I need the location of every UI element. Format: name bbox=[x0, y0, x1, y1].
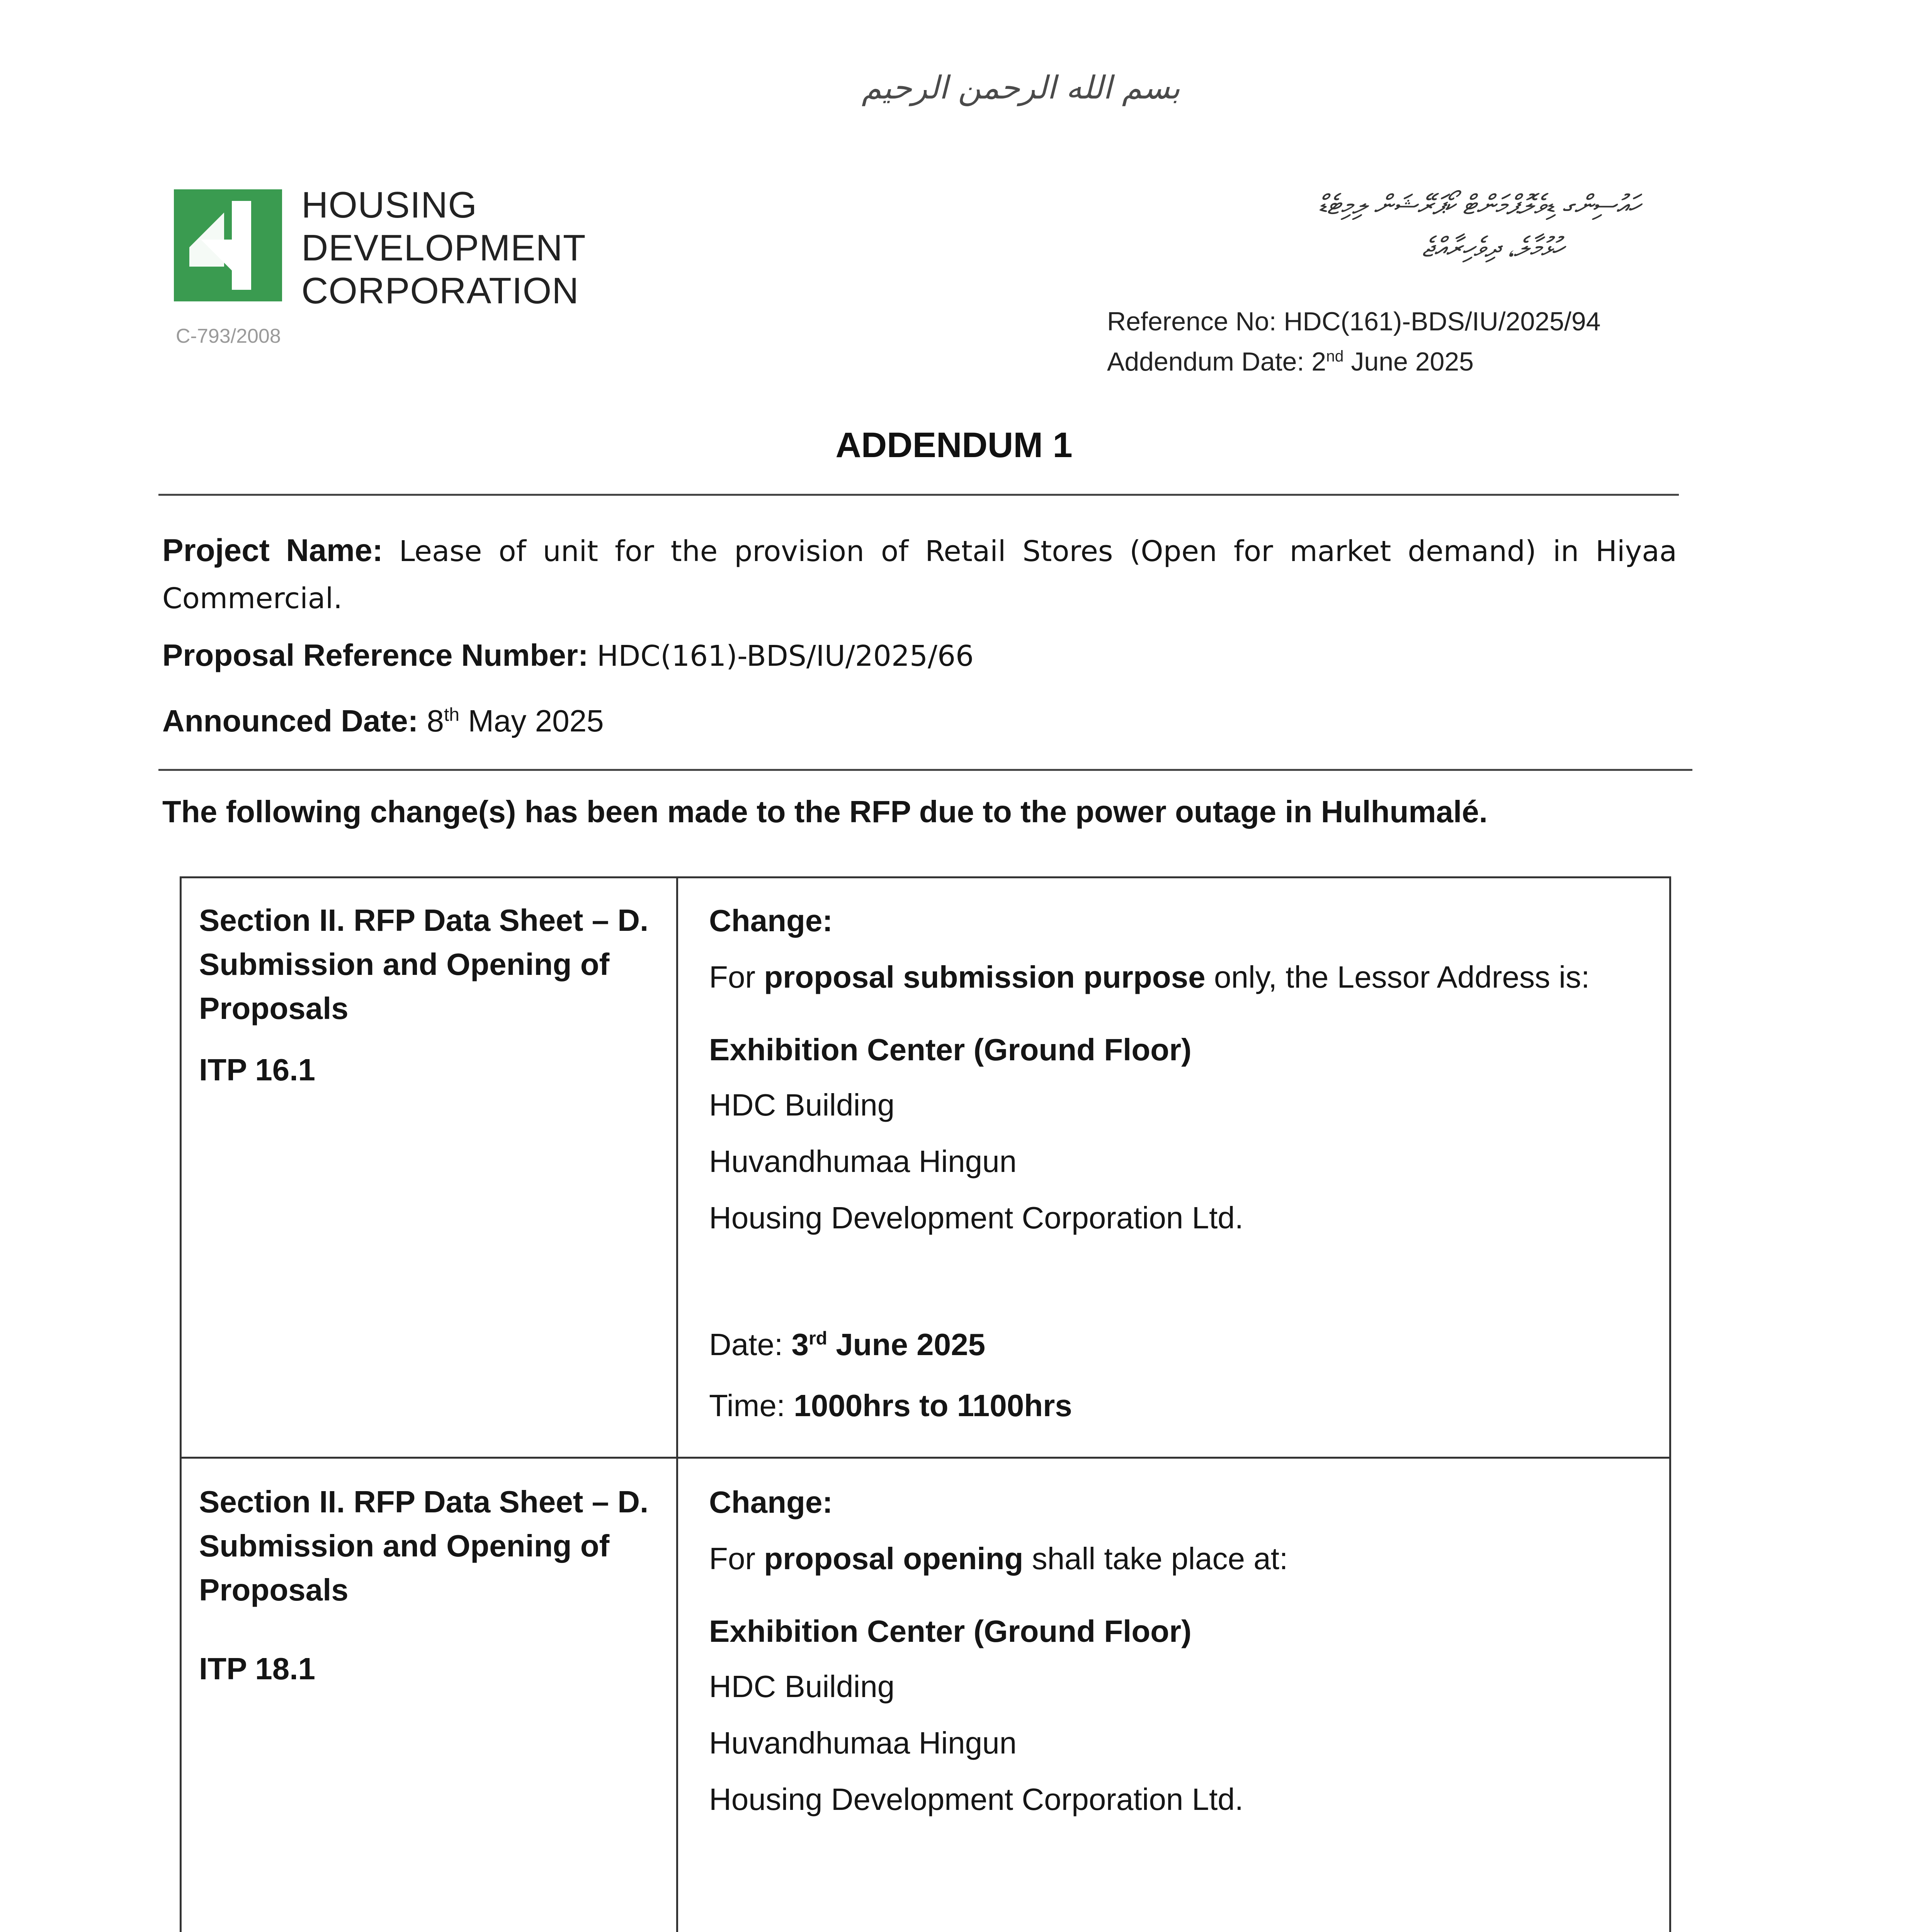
dhivehi-org-name: ހައުސިންގ ޑިވެލޮޕްމަންޓް ކޯޕަރޭޝަން ލިމިޓެޑް bbox=[1318, 190, 1641, 220]
registration-number: C-793/2008 bbox=[176, 325, 281, 347]
change-lead: For proposal submission purpose only, the Lessor Address is: bbox=[709, 960, 1590, 994]
divider bbox=[158, 769, 1692, 771]
table-row-2-section: Section II. RFP Data Sheet – D. Submission and Opening of Proposals ITP 18.1 bbox=[199, 1480, 674, 1691]
hdc-logo-icon bbox=[174, 189, 282, 301]
intro-statement: The following change(s) has been made to the RFP due to the power outage in Hulhumalé. bbox=[162, 794, 1488, 829]
time-line: Time: 1000hrs to 1100hrs bbox=[709, 1388, 1072, 1423]
date-line: Date: 3rd June 2025 bbox=[709, 1327, 986, 1362]
date-line bbox=[709, 1928, 1648, 1932]
venue: Exhibition Center (Ground Floor) bbox=[709, 1614, 1192, 1648]
dhivehi-location: ހުޅުމާލެ، ދިވެހިރާއްޖެ bbox=[1422, 232, 1563, 262]
page-title: ADDENDUM 1 bbox=[835, 425, 1073, 465]
project-name: Project Name: Lease of unit for the provision of Retail Stores (Open for market demand) in Hiyaa Commercial. bbox=[162, 533, 1677, 615]
table-row-2-change: Change: For proposal opening shall take place at: Exhibition Center (Ground Floor) HDC Building Huvandhumaa Hingun Housing Development Corporation Ltd. bbox=[709, 1474, 1648, 1932]
reference-block bbox=[1107, 301, 1600, 382]
proposal-reference: Proposal Reference Number: HDC(161)-BDS/IU/2025/66 bbox=[162, 638, 974, 673]
change-lead: For proposal opening shall take place at: bbox=[709, 1541, 1288, 1576]
reference-number: Reference No: HDC(161)-BDS/IU/2025/94 bbox=[1107, 307, 1601, 336]
divider bbox=[158, 494, 1679, 496]
announced-date: Announced Date: 8th May 2025 bbox=[162, 704, 604, 738]
org-name-line2: DEVELOPMENT bbox=[301, 227, 586, 269]
table-row-1-change: Change: For proposal submission purpose only, the Lessor Address is: Exhibition Center (Ground Floor) HDC Building Huvandhumaa Hingun Housing Development Corporation Ltd. Date: 3rd June 2025 Time: 1000hrs to 1100hrs bbox=[709, 893, 1648, 1434]
itp-label: ITP 18.1 bbox=[199, 1651, 315, 1686]
table-column-divider bbox=[676, 876, 678, 1932]
org-name bbox=[301, 184, 586, 312]
org-name-line1: HOUSING bbox=[301, 184, 478, 226]
addendum-date: Addendum Date: 2nd June 2025 bbox=[1107, 347, 1474, 376]
itp-label: ITP 16.1 bbox=[199, 1053, 315, 1087]
org-name-line3: CORPORATION bbox=[301, 270, 579, 311]
table-row-1-section: Section II. RFP Data Sheet – D. Submission and Opening of Proposals ITP 16.1 bbox=[199, 898, 674, 1092]
venue: Exhibition Center (Ground Floor) bbox=[709, 1032, 1192, 1067]
table-row-divider bbox=[180, 1457, 1671, 1459]
basmala-calligraphy: بسم الله الرحمن الرحيم bbox=[862, 70, 1180, 106]
